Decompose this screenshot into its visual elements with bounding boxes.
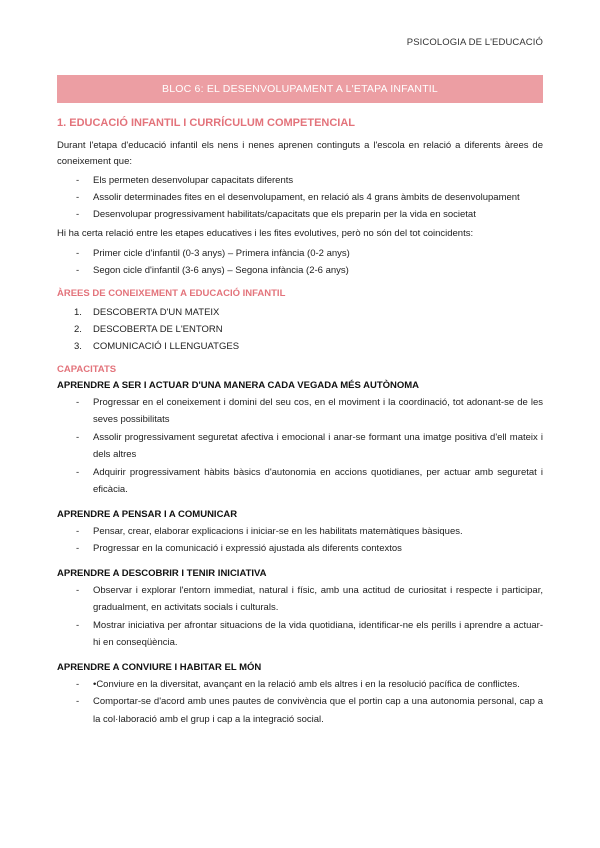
dash-marker: - [76, 192, 80, 203]
list-item [57, 245, 543, 262]
list-item-text: Primer cicle d'infantil (0-3 anys) – Primera infància (0-2 anys) [93, 247, 350, 259]
dash-marker: - [76, 696, 80, 707]
capacitats-heading: CAPACITATS [57, 363, 117, 375]
list-item [57, 464, 543, 499]
list-item-text: •Conviure en la diversitat, avançant en la relació amb els altres i en la resolució pacífica de conflictes. [93, 678, 520, 690]
running-header: PSICOLOGIA DE L'EDUCACIÓ [406, 37, 543, 48]
bloc-banner: BLOC 6: EL DESENVOLUPAMENT A L'ETAPA INFANTIL [57, 75, 543, 103]
list-item [57, 429, 543, 464]
group-heading: APRENDRE A SER I ACTUAR D'UNA MANERA CADA VEGADA MÉS AUTÒNOMA [57, 379, 420, 391]
dash-marker: - [76, 396, 80, 408]
list-item-text: Desenvolupar progressivament habilitats/capacitats que els preparin per la vida en societat [93, 209, 476, 220]
dash-marker: - [76, 209, 80, 220]
list-item [57, 523, 543, 541]
list-item-text: Els permeten desenvolupar capacitats diferents [93, 175, 294, 186]
list-item-text: Progressar en el coneixement i domini del seu cos, en el moviment i la coordinació, tot adonant-se de les seves possibilitats [93, 396, 543, 425]
relation-list [57, 245, 543, 279]
dash-marker: - [76, 525, 80, 537]
dash-marker: - [76, 466, 80, 478]
group-heading: APRENDRE A PENSAR I A COMUNICAR [57, 508, 238, 520]
list-number: 2. [74, 323, 82, 335]
dash-marker: - [76, 584, 80, 596]
list-item-text: Mostrar iniciativa per afrontar situacions de la vida quotidiana, identificar-ne els perills i aprendre a actuar-hi en conseqüència. [93, 619, 543, 648]
group-list [57, 582, 543, 652]
list-item [57, 338, 543, 355]
group-heading: APRENDRE A DESCOBRIR I TENIR INICIATIVA [57, 567, 267, 579]
list-item [57, 693, 543, 728]
list-item [57, 172, 543, 189]
dash-marker: - [76, 264, 80, 276]
list-item [57, 394, 543, 429]
intro-list [57, 172, 543, 223]
list-item [57, 321, 543, 338]
list-item-text: Progressar en la comunicació i expressió ajustada als diferents contextos [93, 543, 402, 554]
group-heading: APRENDRE A CONVIURE I HABITAR EL MÓN [57, 661, 262, 673]
list-number: 3. [74, 340, 82, 352]
areas-list [57, 304, 543, 355]
list-number: 1. [74, 306, 82, 318]
list-item-text: DESCOBERTA DE L'ENTORN [93, 323, 223, 335]
list-item-text: Observar i explorar l'entorn immediat, natural i físic, amb una actitud de curiositat i respecte i participar, gradualment, en activitats socials i culturals. [93, 584, 543, 613]
list-item-text: Segon cicle d'infantil (3-6 anys) – Segona infància (2-6 anys) [93, 264, 349, 276]
group-list [57, 394, 543, 499]
section-title: 1. EDUCACIÓ INFANTIL I CURRÍCULUM COMPETENCIAL [57, 117, 356, 129]
list-item-text: Assolir determinades fites en el desenvolupament, en relació als 4 grans àmbits de desenvolupament [93, 192, 520, 203]
list-item-text: Pensar, crear, elaborar explicacions i iniciar-se en les habilitats matemàtiques bàsiques. [93, 525, 463, 537]
list-item [57, 676, 543, 694]
relation-paragraph: Hi ha certa relació entre les etapes educatives i les fites evolutives, però no són del tot coincidents: [57, 228, 474, 239]
page-content [57, 111, 543, 731]
list-item-text: DESCOBERTA D'UN MATEIX [93, 306, 220, 318]
list-item-text: Comportar-se d'acord amb unes pautes de convivència que el portin cap a una autonomia personal, cap a la col·laboració amb el grup i cap a la integració social. [93, 696, 543, 725]
list-item [57, 189, 543, 206]
dash-marker: - [76, 247, 80, 259]
list-item [57, 304, 543, 321]
list-item [57, 582, 543, 617]
list-item [57, 540, 543, 558]
dash-marker: - [76, 431, 80, 443]
dash-marker: - [76, 619, 80, 631]
list-item-text: Assolir progressivament seguretat afectiva i emocional i anar-se formant una imatge positiva d'ell mateix i dels altres [93, 431, 543, 460]
list-item [57, 206, 543, 223]
list-item [57, 617, 543, 652]
list-item [57, 262, 543, 279]
group-list [57, 676, 543, 729]
areas-heading: ÀREES DE CONEIXEMENT A EDUCACIÓ INFANTIL [57, 287, 286, 299]
list-item-text: Adquirir progressivament hàbits bàsics d'autonomia en accions quotidianes, per actuar amb seguretat i eficàcia. [93, 466, 543, 495]
intro-paragraph: Durant l'etapa d'educació infantil els nens i nenes aprenen continguts a l'escola en relació a diferents àrees de coneixement que: [57, 140, 543, 167]
dash-marker: - [76, 678, 80, 690]
dash-marker: - [76, 175, 80, 186]
dash-marker: - [76, 543, 80, 554]
list-item-text: COMUNICACIÓ I LLENGUATGES [93, 340, 240, 352]
group-list [57, 523, 543, 558]
